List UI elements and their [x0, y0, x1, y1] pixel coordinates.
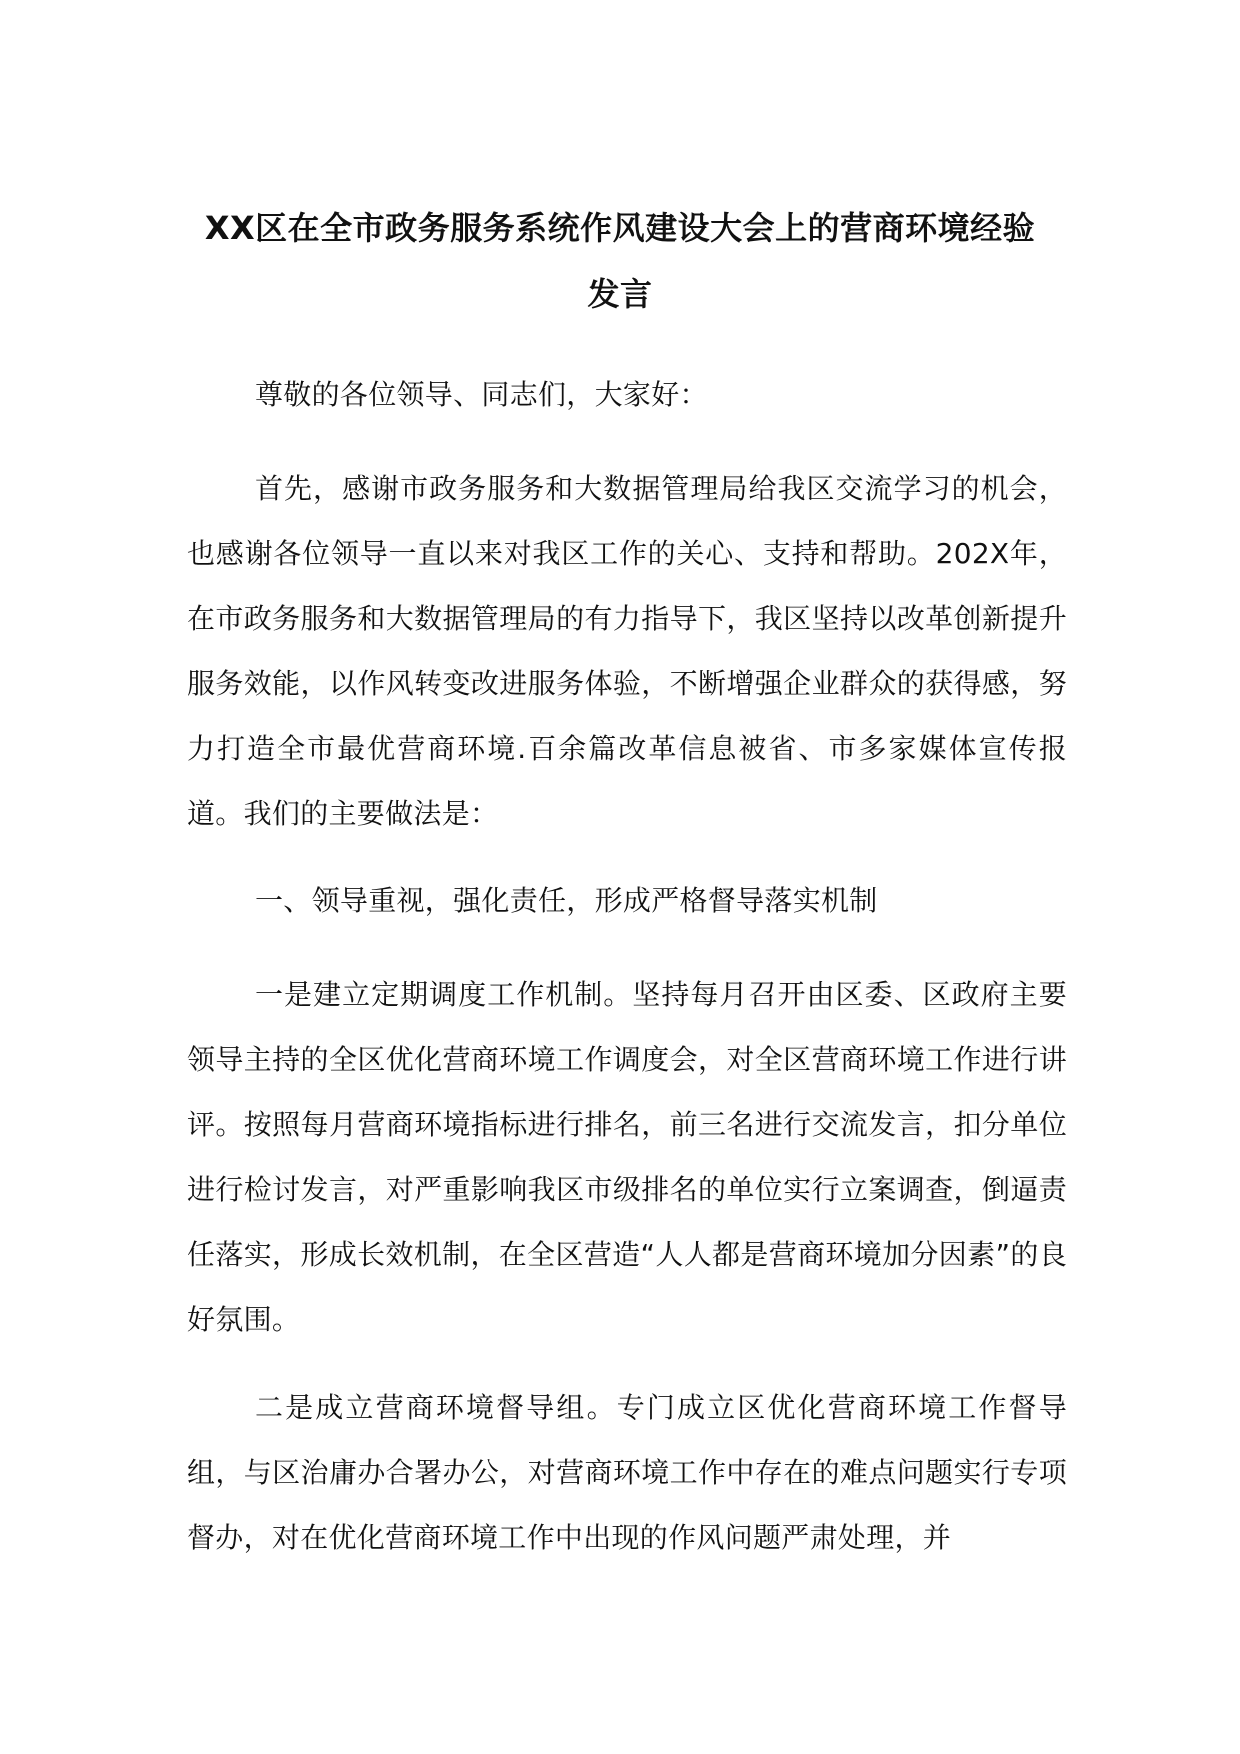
section-1-item-1-paragraph: 一是建立定期调度工作机制。坚持每月召开由区委、区政府主要领导主持的全区优化营商环境工作调度会，对全区营商环境工作进行讲评。按照每月营商环境指标进行排名，前三名进行交流发言，扣分单位进行检讨发言，对严重影响我区市级排名的单位实行立案调查，倒逼责任落实，形成长效机制，在全区营造“人人都是营商环境加分因素”的良好氛围。 [187, 978, 1067, 1336]
title-line-1: XX区在全市政务服务系统作风建设大会上的营商环境经验 [204, 209, 1036, 247]
greeting-paragraph: 尊敬的各位领导、同志们，大家好： [255, 378, 708, 411]
intro-paragraph: 首先，感谢市政务服务和大数据管理局给我区交流学习的机会，也感谢各位领导一直以来对我区工作的关心、支持和帮助。202X年，在市政务服务和大数据管理局的有力指导下，我区坚持以改革创新提升服务效能，以作风转变改进服务体验，不断增强企业群众的获得感，努力打造全市最优营商环境.百余篇改革信息被省、市多家媒体宣传报道。我们的主要做法是： [187, 472, 1067, 830]
title-line-2: 发言 [587, 275, 653, 313]
section-1-item-2-paragraph: 二是成立营商环境督导组。专门成立区优化营商环境工作督导组，与区治庸办合署办公，对营商环境工作中存在的难点问题实行专项督办，对在优化营商环境工作中出现的作风问题严肃处理，并 [187, 1391, 1067, 1554]
section-heading-1: 一、领导重视，强化责任，形成严格督导落实机制 [255, 884, 878, 917]
document-title [170, 195, 1070, 327]
